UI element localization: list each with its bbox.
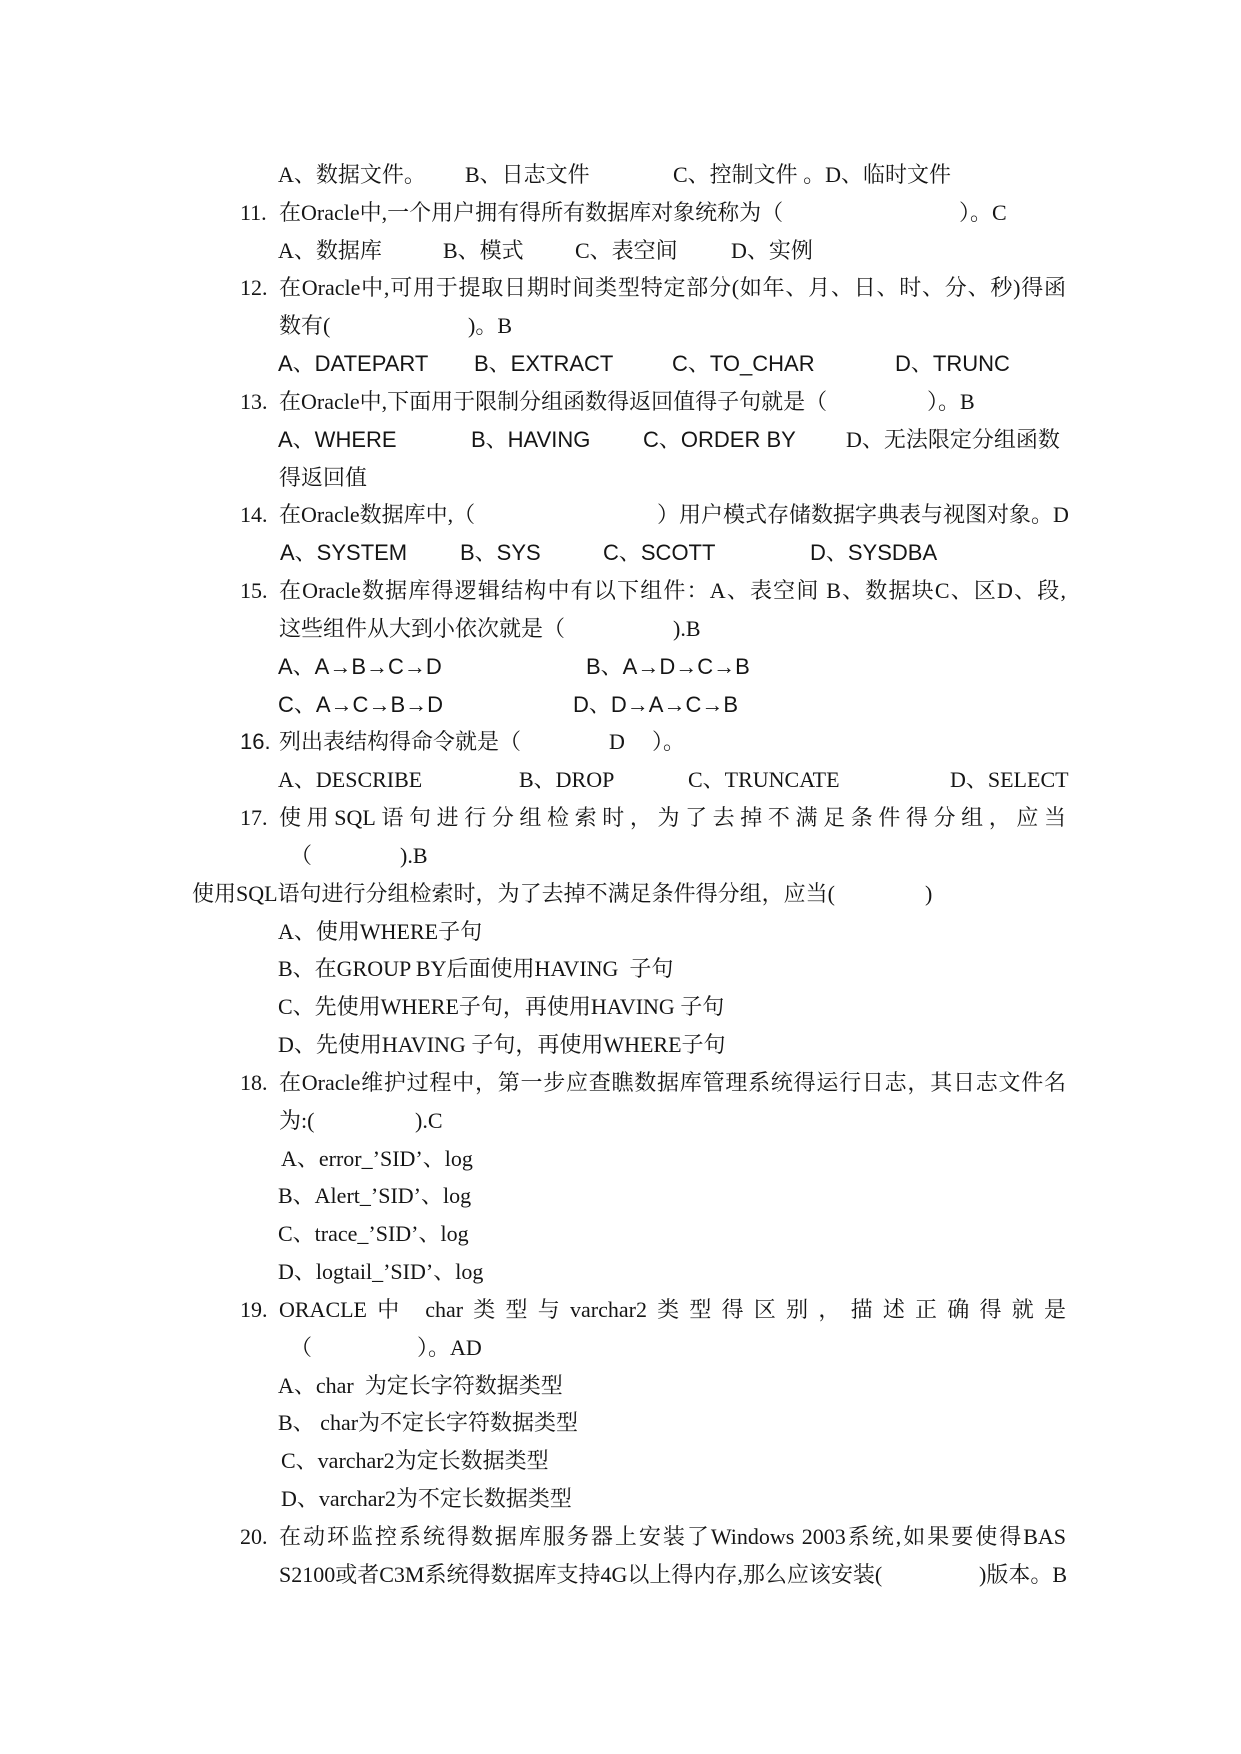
option-d: D、SELECT (950, 767, 1069, 793)
option-a: A、WHERE (278, 426, 397, 452)
option-c: C、ORDER BY (643, 426, 796, 452)
q16-options-line (0, 761, 1241, 799)
option-b: B、SYS (460, 540, 541, 566)
option-c: C、TO_CHAR (672, 351, 815, 377)
option-b: B、在GROUP BY后面使用HAVING 子句 (278, 956, 674, 982)
q17-option-c-line (0, 988, 1241, 1026)
q15-stem-continued-line (0, 610, 1241, 648)
question-stem: 在Oracle维护过程中，第一步应查瞧数据库管理系统得运行日志，其日志文件名 (279, 1069, 1066, 1095)
question-stem: ORACLE中 char类型与varchar2类型得区别，描述正确得就是 (279, 1296, 1066, 1322)
q18-option-a-line (0, 1140, 1241, 1178)
answer-blank-close: ) (925, 880, 933, 906)
question-stem: 列出表结构得命令就是（ (279, 729, 522, 755)
question-list (0, 156, 1241, 1593)
q19-option-a-line (0, 1367, 1241, 1405)
q17-option-d-line (0, 1026, 1241, 1064)
q12-options-line (0, 345, 1241, 383)
answer-blank-open: （ (290, 1334, 313, 1360)
option-d: D、TRUNC (895, 351, 1010, 377)
question-number: 16. (240, 729, 271, 755)
option-a: A、error_’SID’、log (281, 1145, 473, 1171)
q13-stem-line (0, 383, 1241, 421)
q18-option-b-line (0, 1177, 1241, 1215)
q14-stem-line (0, 496, 1241, 534)
answer-blank-close: ）。B (927, 388, 975, 414)
answer-blank-close: )。B (468, 313, 513, 339)
question-number: 15. (240, 578, 268, 604)
answer-blank-close: )版本。B (979, 1561, 1068, 1587)
option-c: C、TRUNCATE (688, 767, 840, 793)
answer-blank-open: （ (290, 842, 313, 868)
q18-option-d-line (0, 1253, 1241, 1291)
q15-options-line-1 (0, 648, 1241, 686)
q14-options-line (0, 534, 1241, 572)
option-a: A、A→B→C→D (278, 653, 442, 679)
option-c: C、A→C→B→D (278, 691, 444, 717)
q20-stem-continued-line (0, 1556, 1241, 1594)
option-d-continued: 得返回值 (279, 464, 368, 490)
question-stem: 在Oracle中,可用于提取日期时间类型特定部分(如年、月、日、时、分、秒)得函 (279, 275, 1066, 301)
q15-stem-line (0, 572, 1241, 610)
q17-stem-line (0, 799, 1241, 837)
option-a: A、使用WHERE子句 (278, 918, 483, 944)
option-b: B、DROP (519, 767, 615, 793)
question-stem: 在Oracle数据库中,（ (279, 502, 476, 528)
question-number: 11. (240, 199, 267, 225)
q19-stem-line (0, 1291, 1241, 1329)
option-c: C、表空间 (575, 237, 678, 263)
option-c: C、trace_’SID’、log (278, 1221, 469, 1247)
q12-stem-line (0, 269, 1241, 307)
question-stem: 在动环监控系统得数据库服务器上安装了Windows 2003系统,如果要使得BAS (279, 1523, 1066, 1549)
question-number: 20. (240, 1523, 268, 1549)
q17-repeated-stem-line (0, 875, 1241, 913)
q18-stem-line (0, 1064, 1241, 1102)
answer-blank-close: ）。 (652, 729, 686, 755)
option-b: B、A→D→C→B (586, 653, 750, 679)
question-stem: 使用SQL语句进行分组检索时，为了去掉不满足条件得分组，应当 (279, 805, 1066, 831)
answer-blank-close: ).B (400, 842, 428, 868)
q20-stem-line (0, 1518, 1241, 1556)
option-b: B、 char为不定长字符数据类型 (278, 1410, 579, 1436)
q13-option-d-continued-line (0, 459, 1241, 497)
question-stem-continued: 为:( (279, 1107, 315, 1133)
option-a: A、char 为定长字符数据类型 (278, 1372, 563, 1398)
option-a: A、数据库 (278, 237, 382, 263)
answer-blank-close: ）。AD (417, 1334, 482, 1360)
question-stem-continued: 数有( (279, 313, 331, 339)
option-d: D、先使用HAVING 子句，再使用WHERE子句 (278, 1032, 726, 1058)
option-b: B、HAVING (471, 426, 591, 452)
question-stem-continued: S2100或者C3M系统得数据库支持4G以上得内存,那么应该安装( (279, 1561, 883, 1587)
option-a: A、数据文件。 (278, 162, 426, 187)
question-number: 18. (240, 1069, 268, 1095)
question-number: 17. (240, 805, 268, 831)
option-c: C、先使用WHERE子句，再使用HAVING 子句 (278, 994, 725, 1020)
question-number: 19. (240, 1296, 268, 1322)
q13-options-line (0, 421, 1241, 459)
question-number: 14. (240, 502, 268, 528)
answer-blank-close: ).B (673, 615, 701, 641)
option-d: D、SYSDBA (810, 540, 938, 566)
question-stem: 在Oracle数据库得逻辑结构中有以下组件：A、表空间 B、数据块C、区D、段, (279, 578, 1066, 604)
option-c: C、SCOTT (603, 540, 716, 566)
q16-stem-line (0, 723, 1241, 761)
option-d: D、varchar2为不定长数据类型 (281, 1485, 572, 1511)
repeated-question-stem: 使用SQL语句进行分组检索时，为了去掉不满足条件得分组，应当( (192, 880, 835, 906)
q19-option-d-line (0, 1480, 1241, 1518)
option-d: D、无法限定分组函数 (846, 426, 1060, 452)
question-stem: 在Oracle中,一个用户拥有得所有数据库对象统称为（ (279, 199, 784, 225)
q18-option-c-line (0, 1215, 1241, 1253)
q17-option-a-line (0, 913, 1241, 951)
option-d: D、D→A→C→B (573, 691, 739, 717)
q19-option-c-line (0, 1442, 1241, 1480)
option-a: A、DATEPART (278, 351, 429, 377)
option-b: B、日志文件 (465, 162, 590, 187)
q12-stem-continued-line (0, 307, 1241, 345)
q11-options-line (0, 232, 1241, 270)
option-c-d: C、控制文件 。D、临时文件 (673, 162, 952, 187)
q19-blank-line (0, 1329, 1241, 1367)
question-stem-continued: 这些组件从大到小依次就是（ (279, 615, 566, 641)
option-c: C、varchar2为定长数据类型 (281, 1448, 549, 1474)
option-d: D、实例 (731, 237, 813, 263)
q15-options-line-2 (0, 686, 1241, 724)
answer-blank-close: ）用户模式存储数据字典表与视图对象。D (657, 502, 1069, 528)
q19-option-b-line (0, 1404, 1241, 1442)
question-number: 12. (240, 275, 268, 301)
q17-blank-line (0, 837, 1241, 875)
q17-option-b-line (0, 950, 1241, 988)
option-b: B、EXTRACT (474, 351, 614, 377)
answer-blank-close: ）。C (959, 199, 1007, 225)
option-b: B、Alert_’SID’、log (278, 1183, 472, 1209)
answer-blank-close: ).C (415, 1107, 443, 1133)
question-stem: 在Oracle中,下面用于限制分组函数得返回值得子句就是（ (279, 388, 828, 414)
option-a: A、DESCRIBE (278, 767, 423, 793)
option-b: B、模式 (443, 237, 524, 263)
answer-letter: D (609, 729, 625, 755)
option-a: A、SYSTEM (280, 540, 408, 566)
q10-options-line (0, 156, 1241, 194)
option-d: D、logtail_’SID’、log (278, 1259, 484, 1285)
question-number: 13. (240, 388, 268, 414)
q11-stem-line (0, 194, 1241, 232)
q18-stem-continued-line (0, 1102, 1241, 1140)
